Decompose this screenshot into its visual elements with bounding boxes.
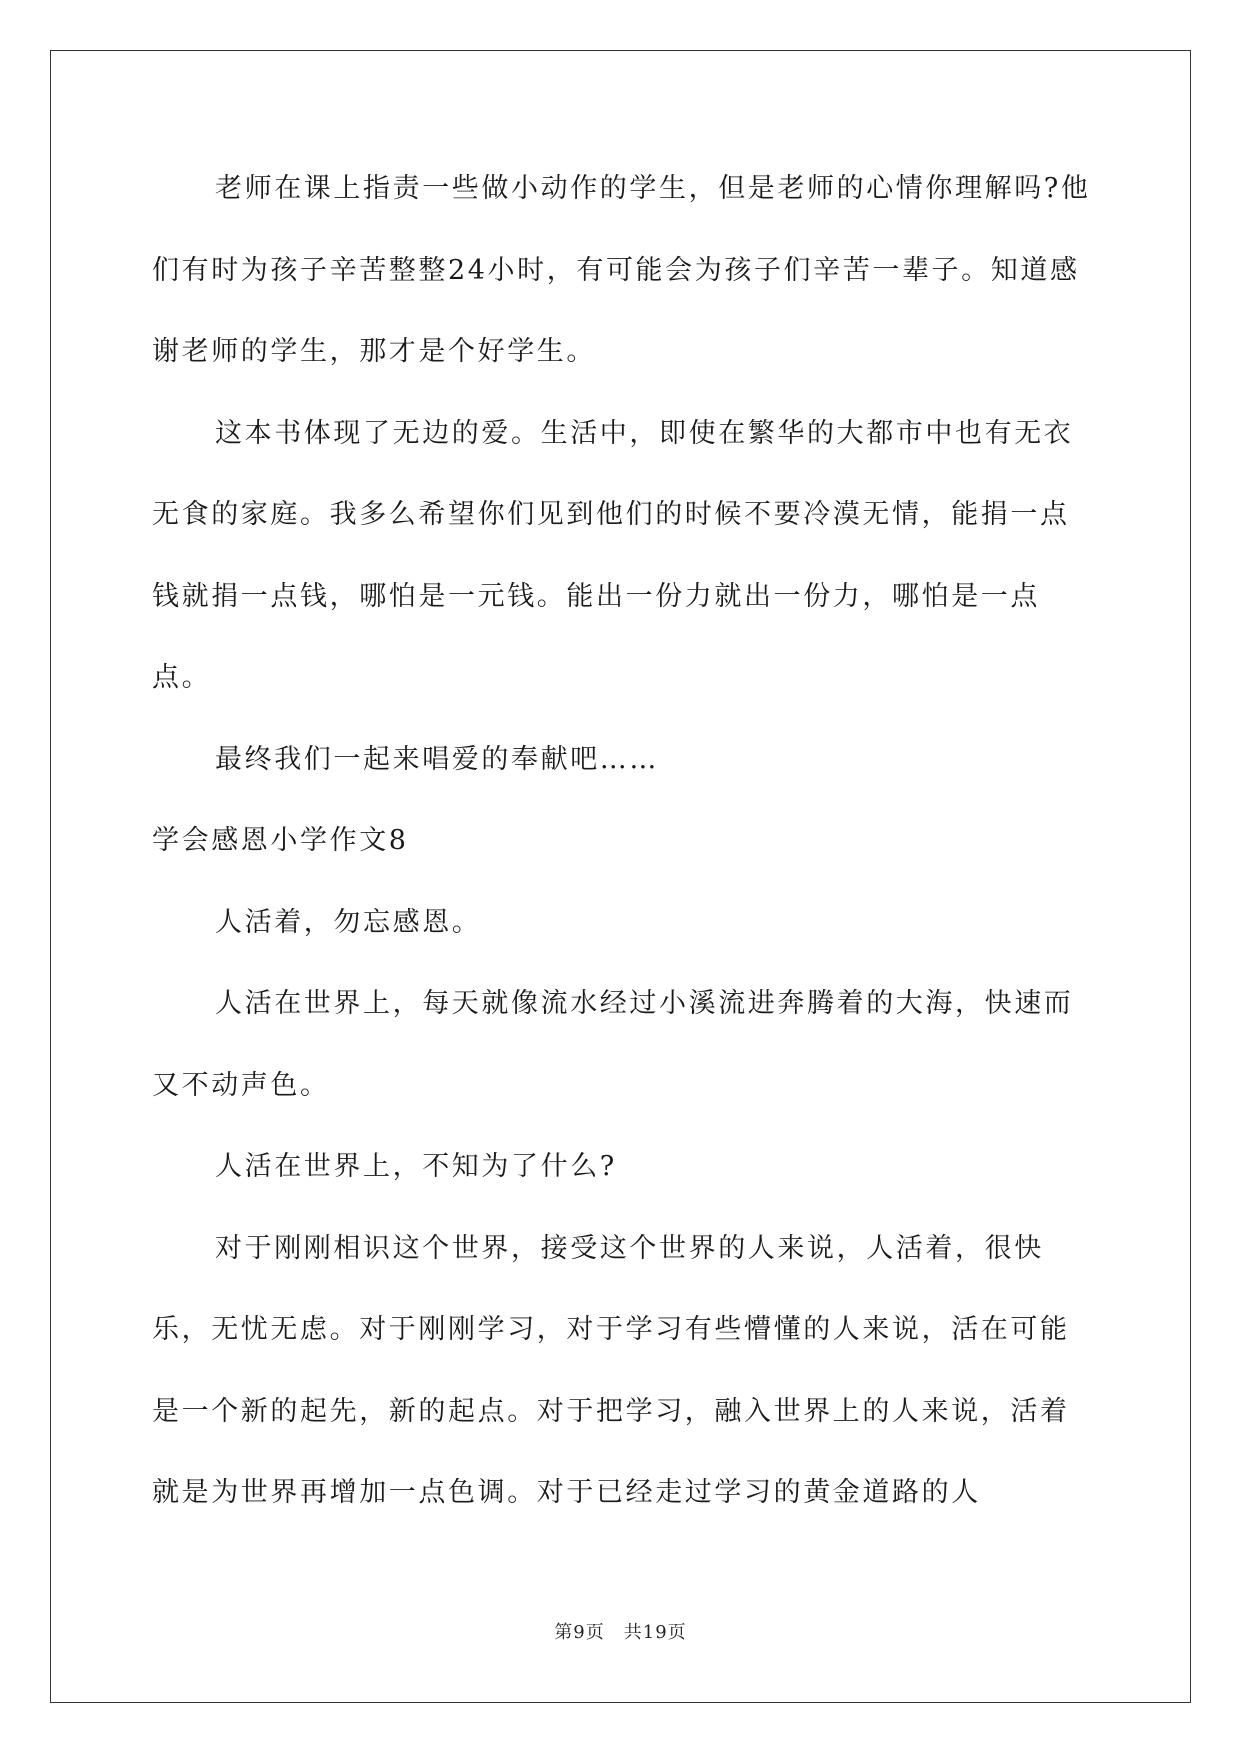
paragraph: 人活在世界上，不知为了什么? bbox=[215, 1151, 617, 1182]
document-body bbox=[152, 148, 1092, 1534]
section-title: 学会感恩小学作文8 bbox=[152, 825, 409, 856]
paragraph: 这本书体现了无边的爱。生活中，即使在繁华的大都市中也有无衣无食的家庭。我多么希望你们见到他们的时候不要冷漠无情，能捐一点钱就捐一点钱，哪怕是一元钱。能出一份力就出一份力，哪怕是一点点。 bbox=[152, 417, 1074, 693]
page-footer bbox=[0, 1618, 1241, 1644]
paragraph: 最终我们一起来唱爱的奉献吧…… bbox=[215, 743, 659, 775]
paragraph: 老师在课上指责一些做小动作的学生，但是老师的心情你理解吗?他们有时为孩子辛苦整整24小时，有可能会为孩子们辛苦一辈子。知道感谢老师的学生，那才是个好学生。 bbox=[152, 173, 1091, 367]
paragraph: 人活着，勿忘感恩。 bbox=[215, 906, 482, 938]
paragraph: 人活在世界上，每天就像流水经过小溪流进奔腾着的大海，快速而又不动声色。 bbox=[152, 988, 1074, 1101]
paragraph: 对于刚刚相识这个世界，接受这个世界的人来说，人活着，很快乐，无忧无虑。对于刚刚学习，对于学习有些懵懂的人来说，活在可能是一个新的起先，新的起点。对于把学习，融入世界上的人来说，活着就是为世界再增加一点色调。对于已经走过学习的黄金道路的人 bbox=[152, 1232, 1070, 1508]
page-number: 第9页 共19页 bbox=[554, 1622, 687, 1643]
